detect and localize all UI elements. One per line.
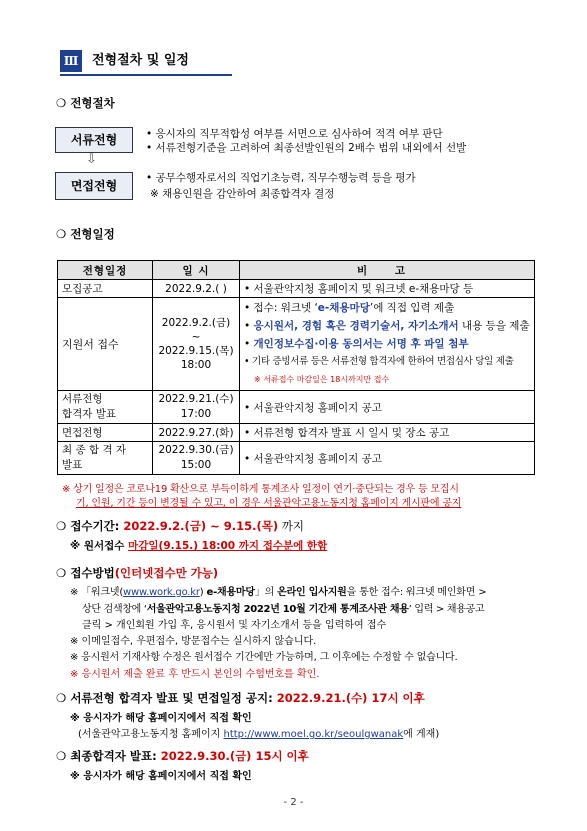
hollow-circle-bullet-icon: ❍: [56, 519, 67, 533]
method-line-2: 상단 검색창에 ‘서울관악고용노동지청 2022년 10월 기간제 통계조사관 채용’ 입력 > 채용공고: [82, 604, 485, 615]
method-line-1: ※ 「워크넷(www.work.go.kr) e-채용마당」의 온라인 입사지원을 통한 접수: 워크넷 메인화면 >: [70, 587, 487, 598]
cell-note: • 서울관악지청 홈페이지 공고: [240, 442, 535, 475]
table-header-row: [58, 261, 535, 280]
cell-stage: 면접전형: [58, 424, 153, 442]
cell-date: 2022.9.2.( ): [153, 280, 240, 298]
cell-stage: 서류전형 합격자 발표: [58, 391, 153, 424]
method-heading: ❍ 접수방법(인터넷접수만 가능): [56, 566, 219, 580]
cell-note: • 접수: 워크넷 ‘e-채용마당’에 직접 입력 제출 • 응시원서, 경험 혹은 경력기술서, 자기소개서 내용 등을 제출 • 개인정보수집·이용 동의서는 서명 후 파일 첨부 • 기타 증빙서류 등은 서류전형 합격자에 한하여 면접심사 당일 제출 ※ 서류접수 마감일은 18시까지만 접수: [240, 298, 535, 391]
result2-note: ※ 응시자가 해당 홈페이지에서 직접 확인: [70, 771, 252, 782]
worknet-link[interactable]: www.work.go.kr: [123, 587, 200, 598]
result1-heading: ❍ 서류전형 합격자 발표 및 면접일정 공지: 2022.9.21.(수) 17시 이후: [56, 691, 425, 705]
section-number: Ⅲ: [60, 50, 82, 72]
schedule-heading: ❍ 전형일정: [56, 227, 115, 241]
cell-date: 2022.9.21.(수) 17:00: [153, 391, 240, 424]
page-number: - 2 -: [283, 797, 304, 808]
cell-date: 2022.9.27.(화): [153, 424, 240, 442]
cell-stage: 최 종 합 격 자 발표: [58, 442, 153, 475]
method-line-5: ※ 응시원서 기재사항 수정은 원서접수 기간에만 가능하며, 그 이후에는 수정할 수 없습니다.: [70, 652, 458, 663]
cell-note: • 서류전형 합격자 발표 시 일시 및 장소 공고: [240, 424, 535, 442]
stage-document-screening: 서류전형: [55, 127, 133, 153]
table-row: [58, 280, 535, 298]
section-header: [60, 50, 232, 76]
section-underline: [60, 74, 232, 76]
stage2-desc-2: ※ 채용인원을 감안하여 최종합격자 결정: [150, 188, 335, 200]
table-row: [58, 442, 535, 475]
table-row: [58, 424, 535, 442]
hollow-circle-bullet-icon: ❍: [56, 566, 67, 580]
header-date: 일 시: [153, 261, 240, 280]
method-line-3: 클릭 > 개인회원 가입 후, 응시원서 및 자기소개서 등을 입력하여 접수: [82, 620, 387, 631]
cell-note: • 서울관악지청 홈페이지 및 워크넷 e-채용마당 등: [240, 280, 535, 298]
stage2-desc-1: • 공무수행자로서의 직업기초능력, 직무수행능력 등을 평가: [146, 172, 416, 184]
period-heading: ❍ 접수기간: 2022.9.2.(금) ~ 9.15.(목) 까지: [56, 519, 304, 533]
moel-link[interactable]: http://www.moel.go.kr/seoulgwanak: [223, 729, 404, 740]
header-note: 비 고: [240, 261, 535, 280]
cell-note: • 서울관악지청 홈페이지 공고: [240, 391, 535, 424]
section-title: 전형절차 및 일정: [92, 53, 189, 68]
result1-homepage: (서울관악고용노동지청 홈페이지 http://www.moel.go.kr/seoulgwanak에 게재): [78, 729, 440, 740]
schedule-table: [57, 260, 535, 475]
hollow-circle-bullet-icon: ❍: [56, 749, 67, 763]
hollow-circle-bullet-icon: ❍: [56, 691, 67, 705]
arrow-down-icon: ⇩: [86, 152, 97, 167]
period-note: ※ 원서접수 마감일(9.15.) 18:00 까지 접수분에 한함: [70, 540, 328, 552]
schedule-notice-2: 기, 인원, 기간 등이 변경될 수 있고, 이 경우 서울관악고용노동지청 홈페이지 게시판에 공지: [76, 498, 462, 509]
stage-interview: 면접전형: [55, 172, 133, 200]
stage1-desc-2: • 서류전형기준을 고려하여 최종선발인원의 2배수 범위 내외에서 선발: [146, 142, 467, 154]
process-heading: ❍ 전형절차: [56, 96, 115, 110]
schedule-notice-1: ※ 상기 일정은 코로나19 확산으로 부득이하게 통계조사 일정이 연기·중단되는 경우 등 모집시: [62, 484, 459, 495]
table-row: [58, 298, 535, 391]
result1-note: ※ 응시자가 해당 홈페이지에서 직접 확인: [70, 713, 252, 724]
method-line-4: ※ 이메일접수, 우편접수, 방문접수는 실시하지 않습니다.: [70, 636, 317, 647]
cell-stage: 지원서 접수: [58, 298, 153, 391]
table-row: [58, 391, 535, 424]
hollow-circle-bullet-icon: ❍: [56, 227, 67, 241]
method-line-6: ※ 응시원서 제출 완료 후 반드시 본인의 수험번호를 확인.: [70, 669, 320, 680]
cell-date: 2022.9.2.(금) ~ 2022.9.15.(목) 18:00: [153, 298, 240, 391]
hollow-circle-bullet-icon: ❍: [56, 96, 67, 110]
cell-date: 2022.9.30.(금) 15:00: [153, 442, 240, 475]
cell-stage: 모집공고: [58, 280, 153, 298]
result2-heading: ❍ 최종합격자 발표: 2022.9.30.(금) 15시 이후: [56, 749, 309, 763]
stage1-desc-1: • 응시자의 직무적합성 여부를 서면으로 심사하여 적격 여부 판단: [146, 128, 443, 140]
header-stage: 전형일정: [58, 261, 153, 280]
